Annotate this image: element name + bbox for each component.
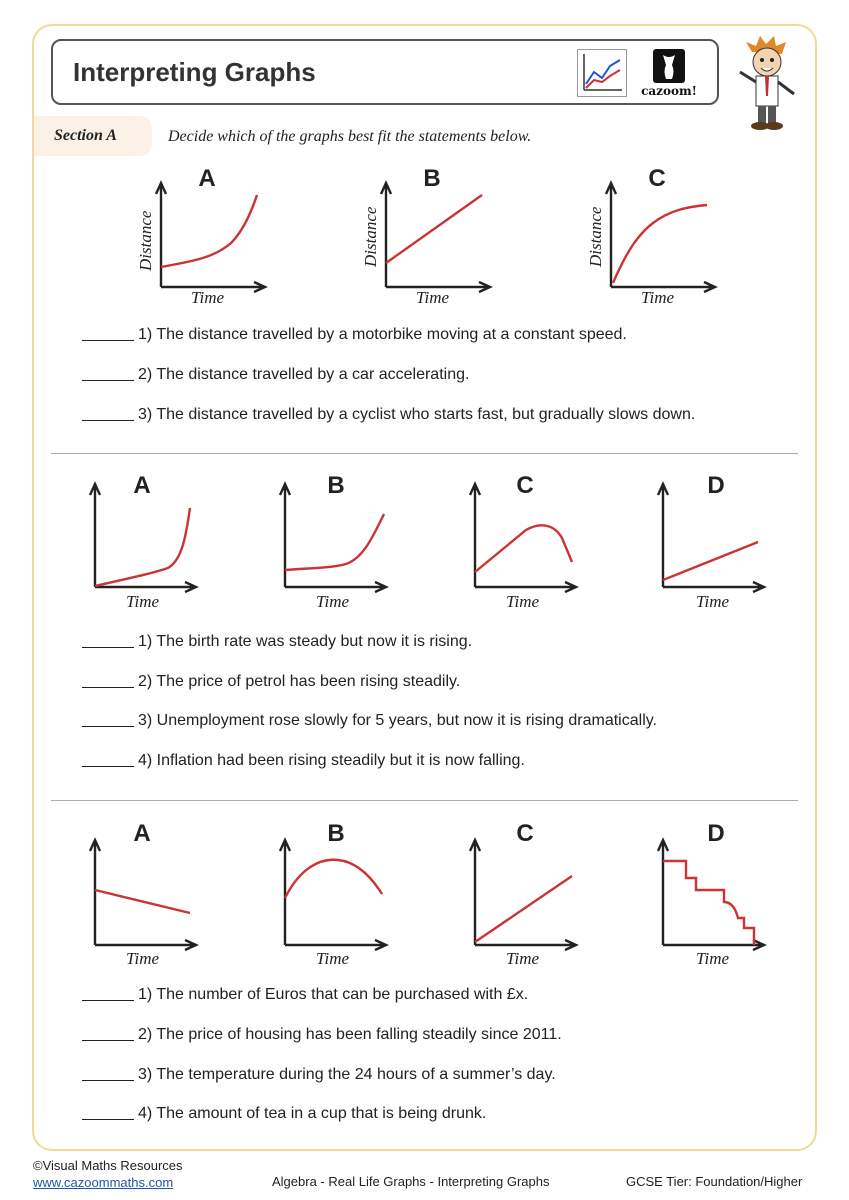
graph-letter: A bbox=[198, 165, 216, 192]
statement-text: 1) The number of Euros that can be purchased with £x. bbox=[138, 986, 529, 1003]
x-axis-label: Time bbox=[696, 949, 730, 968]
graph-letter: C bbox=[648, 165, 666, 192]
mascot-icon bbox=[732, 34, 802, 132]
answer-blank[interactable] bbox=[82, 380, 134, 381]
graph-letter: B bbox=[327, 820, 345, 847]
data-curve bbox=[613, 205, 707, 283]
x-axis-label: Time bbox=[641, 288, 675, 307]
graph-2c bbox=[460, 470, 580, 615]
graph-1c bbox=[585, 165, 720, 310]
statement-text: 3) The temperature during the 24 hours of a summer’s day. bbox=[138, 1066, 556, 1083]
statement-text: 2) The price of petrol has been rising steadily. bbox=[138, 673, 461, 690]
page-title: Interpreting Graphs bbox=[73, 57, 316, 87]
statement-1-1 bbox=[82, 326, 627, 344]
section-label: Section A bbox=[54, 127, 117, 144]
x-axis-label: Time bbox=[696, 592, 730, 611]
y-axis-label: Distance bbox=[361, 206, 380, 267]
statement-3-1 bbox=[82, 986, 528, 1004]
graph-letter: A bbox=[133, 472, 151, 499]
statement-text: 2) The distance travelled by a car accelerating. bbox=[138, 366, 470, 383]
statement-3-3 bbox=[82, 1066, 556, 1084]
x-axis-label: Time bbox=[506, 592, 540, 611]
statement-3-2 bbox=[82, 1026, 562, 1044]
answer-blank[interactable] bbox=[82, 766, 134, 767]
statement-text: 3) The distance travelled by a cyclist who starts fast, but gradually slows down. bbox=[138, 406, 696, 423]
data-curve bbox=[663, 861, 754, 945]
x-axis-label: Time bbox=[506, 949, 540, 968]
title-box bbox=[51, 39, 719, 105]
graph-1a bbox=[135, 165, 270, 310]
graph-letter: B bbox=[423, 165, 441, 192]
statement-2-4 bbox=[82, 752, 525, 770]
graph-letter: C bbox=[516, 472, 534, 499]
answer-blank[interactable] bbox=[82, 726, 134, 727]
graph-logo-icon bbox=[577, 49, 627, 97]
graph-2b bbox=[270, 470, 390, 615]
statement-2-1 bbox=[82, 633, 472, 651]
graph-letter: D bbox=[707, 820, 725, 847]
x-axis-label: Time bbox=[126, 949, 160, 968]
graph-plot bbox=[648, 818, 768, 963]
y-axis-label: Distance bbox=[586, 206, 605, 267]
graph-letter: A bbox=[133, 820, 151, 847]
answer-blank[interactable] bbox=[82, 1000, 134, 1001]
graph-letter: B bbox=[327, 472, 345, 499]
cazoom-logo-text: cazoom! bbox=[641, 84, 697, 98]
footer-website-link[interactable]: www.cazoommaths.com bbox=[33, 1175, 174, 1190]
x-axis-label: Time bbox=[191, 288, 225, 307]
graph-3d bbox=[648, 818, 768, 968]
data-curve bbox=[95, 508, 190, 586]
graph-plot bbox=[270, 818, 390, 963]
answer-blank[interactable] bbox=[82, 1080, 134, 1081]
statement-text: 4) The amount of tea in a cup that is being drunk. bbox=[138, 1105, 487, 1122]
footer-copyright: ©Visual Maths Resources bbox=[33, 1158, 183, 1173]
footer-credits bbox=[33, 1157, 183, 1191]
statement-text: 1) The distance travelled by a motorbike moving at a constant speed. bbox=[138, 326, 627, 343]
graph-1b bbox=[360, 165, 495, 310]
graph-3b bbox=[270, 818, 390, 968]
answer-blank[interactable] bbox=[82, 647, 134, 648]
data-curve bbox=[95, 890, 190, 913]
statement-text: 1) The birth rate was steady but now it is rising. bbox=[138, 633, 473, 650]
graph-letter: C bbox=[516, 820, 534, 847]
statement-1-2 bbox=[82, 366, 469, 384]
section-tab bbox=[34, 116, 152, 156]
data-curve bbox=[475, 876, 572, 942]
statement-1-3 bbox=[82, 406, 695, 424]
data-curve bbox=[285, 514, 384, 570]
answer-blank[interactable] bbox=[82, 687, 134, 688]
cazoom-logo-icon bbox=[639, 47, 699, 101]
statement-2-3 bbox=[82, 712, 657, 730]
x-axis-label: Time bbox=[316, 592, 350, 611]
footer-topic: Algebra - Real Life Graphs - Interpreting Graphs bbox=[272, 1174, 550, 1189]
x-axis-label: Time bbox=[416, 288, 450, 307]
answer-blank[interactable] bbox=[82, 420, 134, 421]
statement-text: 2) The price of housing has been falling steadily since 2011. bbox=[138, 1026, 562, 1043]
statement-2-2 bbox=[82, 673, 460, 691]
graph-letter: D bbox=[707, 472, 725, 499]
graph-3a bbox=[80, 818, 200, 968]
graph-3c bbox=[460, 818, 580, 968]
answer-blank[interactable] bbox=[82, 340, 134, 341]
data-curve bbox=[285, 860, 382, 898]
footer-tier: GCSE Tier: Foundation/Higher bbox=[626, 1174, 803, 1189]
answer-blank[interactable] bbox=[82, 1040, 134, 1041]
data-curve bbox=[386, 195, 482, 263]
x-axis-label: Time bbox=[316, 949, 350, 968]
data-curve bbox=[161, 195, 257, 267]
graph-plot bbox=[460, 818, 580, 963]
x-axis-label: Time bbox=[126, 592, 160, 611]
answer-blank[interactable] bbox=[82, 1119, 134, 1120]
y-axis-label: Distance bbox=[136, 210, 155, 271]
section-divider bbox=[51, 800, 798, 801]
data-curve bbox=[663, 542, 758, 580]
graph-2d bbox=[648, 470, 768, 615]
statement-text: 3) Unemployment rose slowly for 5 years, but now it is rising dramatically. bbox=[138, 712, 657, 729]
graph-2a bbox=[80, 470, 200, 615]
data-curve bbox=[475, 525, 572, 572]
graph-plot bbox=[80, 818, 200, 963]
statement-3-4 bbox=[82, 1105, 486, 1123]
statement-text: 4) Inflation had been rising steadily but it is now falling. bbox=[138, 752, 525, 769]
instruction-text: Decide which of the graphs best fit the statements below. bbox=[168, 128, 532, 145]
section-divider bbox=[51, 453, 798, 454]
